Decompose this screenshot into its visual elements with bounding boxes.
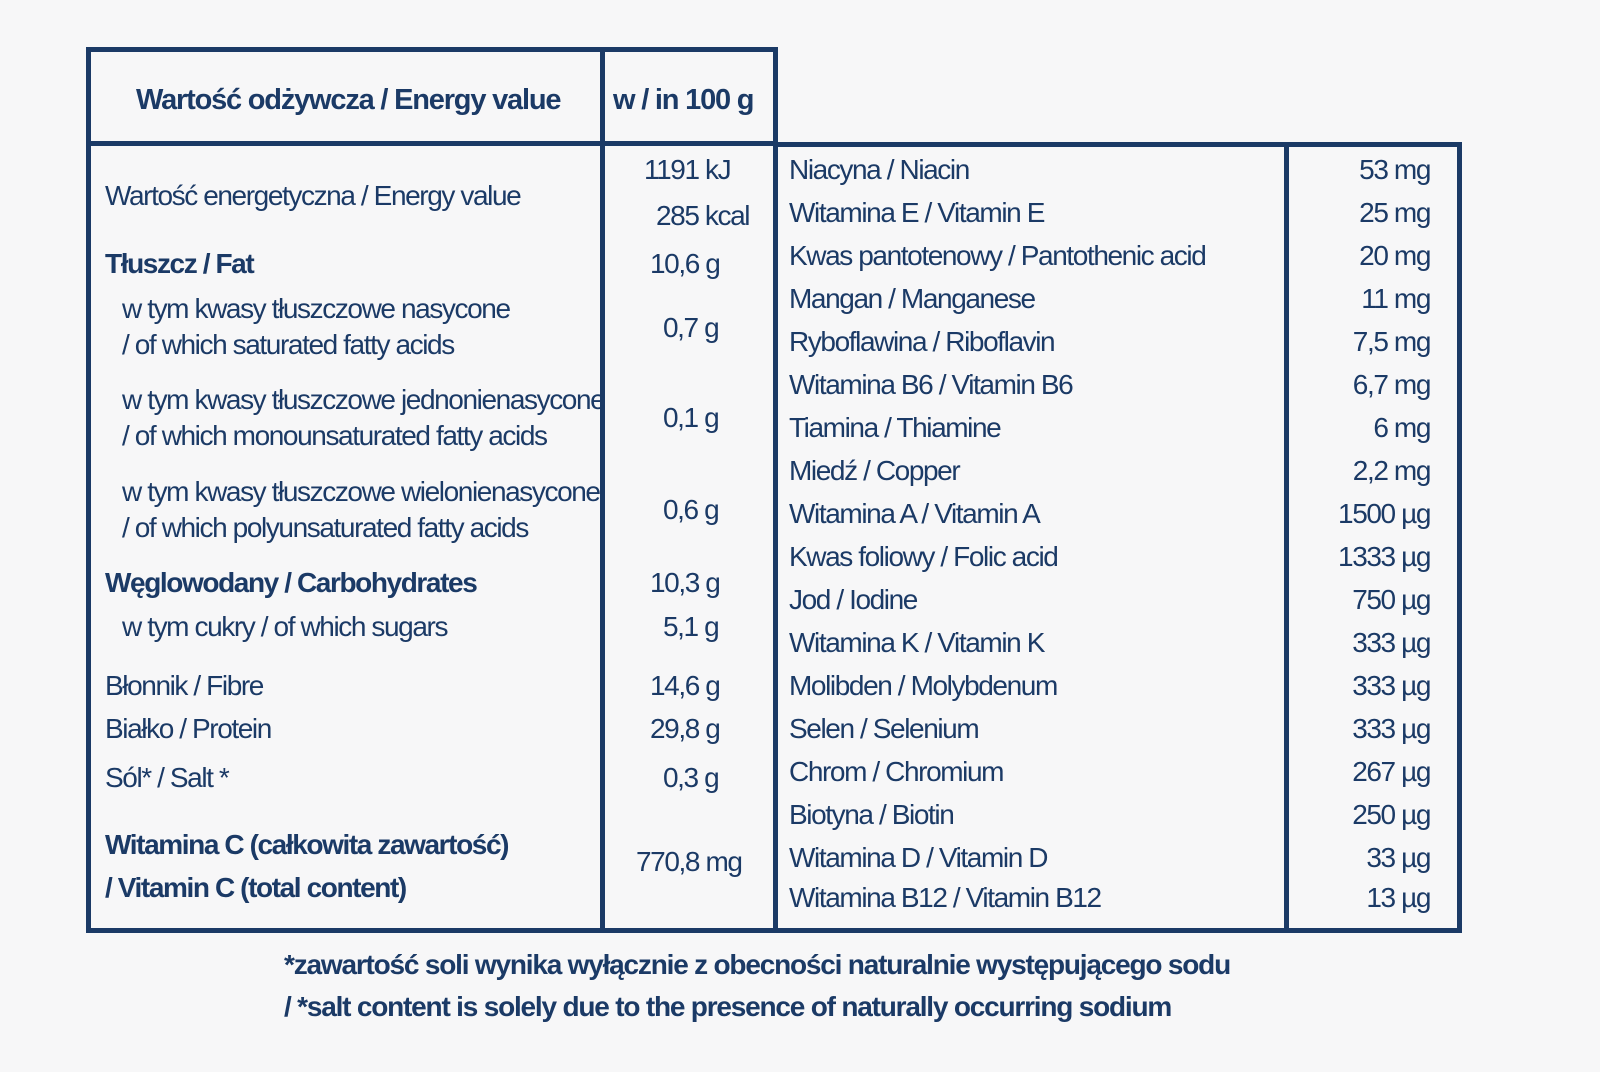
- nutrient-label: Mangan / Manganese: [789, 283, 1035, 314]
- nutrient-label: Selen / Selenium: [789, 713, 979, 744]
- nutrient-value: 25 mg: [1359, 197, 1430, 228]
- sugars-value: 5,1 g: [663, 611, 719, 642]
- nutrient-label: Witamina A / Vitamin A: [789, 498, 1040, 529]
- nutrient-value: 333 µg: [1352, 670, 1430, 701]
- fat-value: 10,6 g: [650, 248, 720, 279]
- energy-kj-value: 1191 kJ: [644, 154, 731, 185]
- energy-kcal-value: 285 kcal: [656, 200, 750, 231]
- protein-label: Białko / Protein: [105, 713, 271, 744]
- nutrient-label: Miedź / Copper: [789, 455, 960, 486]
- vitamin-c-label-line1: Witamina C (całkowita zawartość): [105, 829, 509, 860]
- footnote-line2: / *salt content is solely due to the presence of naturally occurring sodium: [284, 991, 1172, 1022]
- poly-label-line2: / of which polyunsaturated fatty acids: [122, 512, 528, 543]
- nutrient-value: 250 µg: [1352, 799, 1430, 830]
- mono-value: 0,1 g: [663, 402, 719, 433]
- nutrient-label: Molibden / Molybdenum: [789, 670, 1057, 701]
- header-per-100g-label: w / in 100 g: [613, 84, 754, 116]
- fibre-value: 14,6 g: [650, 670, 720, 701]
- poly-value: 0,6 g: [663, 494, 719, 525]
- nutrient-value: 7,5 mg: [1352, 326, 1430, 357]
- carbohydrates-value: 10,3 g: [650, 567, 720, 598]
- saturated-label-line2: / of which saturated fatty acids: [122, 329, 454, 360]
- nutrient-value: 267 µg: [1352, 756, 1430, 787]
- nutrient-value: 333 µg: [1352, 713, 1430, 744]
- fibre-label: Błonnik / Fibre: [105, 670, 263, 701]
- nutrient-value: 6 mg: [1373, 412, 1430, 443]
- nutrient-value: 53 mg: [1359, 154, 1430, 185]
- protein-value: 29,8 g: [650, 713, 720, 744]
- footnote-line1: *zawartość soli wynika wyłącznie z obecności naturalnie występującego sodu: [284, 949, 1230, 980]
- nutrient-value: 20 mg: [1359, 240, 1430, 271]
- nutrient-label: Witamina B12 / Vitamin B12: [789, 882, 1101, 913]
- nutrient-label: Kwas foliowy / Folic acid: [789, 541, 1058, 572]
- nutrient-label: Witamina D / Vitamin D: [789, 842, 1048, 873]
- nutrient-value: 750 µg: [1352, 584, 1430, 615]
- nutrient-label: Witamina E / Vitamin E: [789, 197, 1044, 228]
- fat-label: Tłuszcz / Fat: [105, 248, 254, 279]
- salt-label: Sól* / Salt *: [105, 762, 229, 793]
- nutrient-label: Witamina K / Vitamin K: [789, 627, 1044, 658]
- nutrient-label: Witamina B6 / Vitamin B6: [789, 369, 1073, 400]
- energy-label: Wartość energetyczna / Energy value: [105, 180, 521, 211]
- nutrient-value: 1500 µg: [1338, 498, 1430, 529]
- nutrient-label: Chrom / Chromium: [789, 756, 1004, 787]
- nutrient-value: 333 µg: [1352, 627, 1430, 658]
- nutrient-value: 1333 µg: [1338, 541, 1430, 572]
- vitamin-c-value: 770,8 mg: [636, 846, 742, 877]
- mono-label-line2: / of which monounsaturated fatty acids: [122, 420, 547, 451]
- header-divider: [86, 141, 778, 146]
- nutrient-label: Jod / Iodine: [789, 584, 917, 615]
- poly-label-line1: w tym kwasy tłuszczowe wielonienasycone: [122, 476, 600, 507]
- nutrient-label: Kwas pantotenowy / Pantothenic acid: [789, 240, 1206, 271]
- saturated-label-line1: w tym kwasy tłuszczowe nasycone: [122, 293, 510, 324]
- nutrient-label: Ryboflawina / Riboflavin: [789, 326, 1055, 357]
- saturated-value: 0,7 g: [663, 312, 719, 343]
- salt-value: 0,3 g: [663, 762, 719, 793]
- carbohydrates-label: Węglowodany / Carbohydrates: [105, 567, 477, 598]
- nutrient-value: 2,2 mg: [1352, 455, 1430, 486]
- nutrient-label: Biotyna / Biotin: [789, 799, 954, 830]
- mono-label-line1: w tym kwasy tłuszczowe jednonienasycone: [122, 384, 605, 415]
- nutrient-value: 13 µg: [1366, 882, 1430, 913]
- vitamin-c-label-line2: / Vitamin C (total content): [105, 872, 406, 903]
- nutrient-label: Tiamina / Thiamine: [789, 412, 1001, 443]
- sugars-label: w tym cukry / of which sugars: [122, 611, 448, 642]
- nutrient-value: 11 mg: [1361, 283, 1430, 314]
- left-column-divider: [600, 47, 605, 933]
- header-nutrition-label: Wartość odżywcza / Energy value: [136, 84, 561, 116]
- right-column-divider: [1284, 142, 1289, 933]
- nutrient-value: 33 µg: [1366, 842, 1430, 873]
- nutrient-value: 6,7 mg: [1352, 369, 1430, 400]
- nutrient-label: Niacyna / Niacin: [789, 154, 969, 185]
